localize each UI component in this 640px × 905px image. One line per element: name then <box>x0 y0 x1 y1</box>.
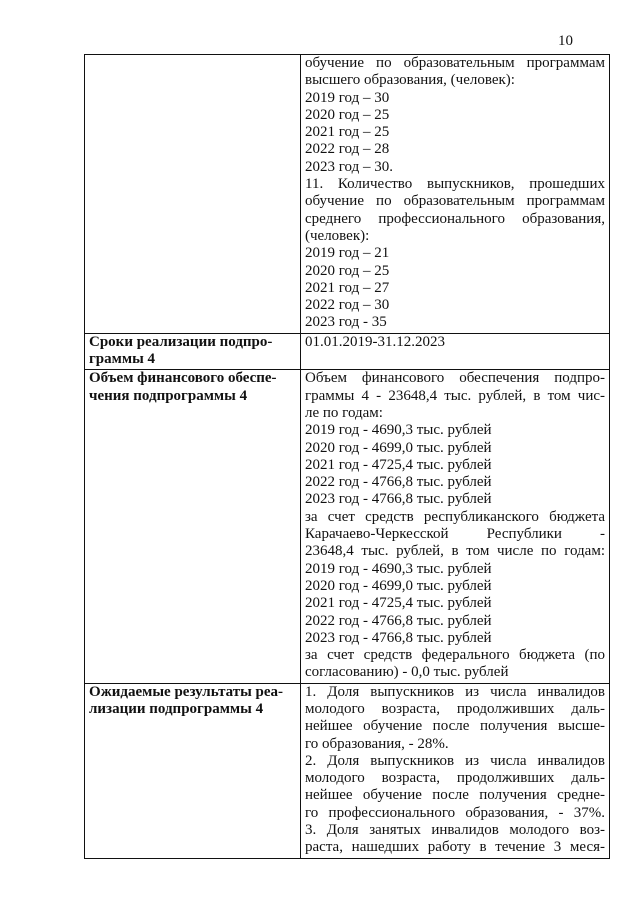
content-line: 2020 год - 4699,0 тыс. рублей <box>305 439 492 456</box>
content-line: 2019 год - 4690,3 тыс. рублей <box>305 422 492 439</box>
row-label-line: Ожидаемые результаты реа- <box>89 683 284 700</box>
content-line: 2023 год - 4766,8 тыс. рублей <box>305 491 492 508</box>
content-line: 3. Доля занятых инвалидов молодого воз- <box>305 822 605 839</box>
passport-table <box>84 54 610 859</box>
row-label-cell <box>85 55 301 334</box>
row-label-line: лизации подпрограммы 4 <box>89 700 264 717</box>
row-label-line: Сроки реализации подпро- <box>89 333 273 350</box>
content-line: 2019 год – 21 <box>305 245 390 262</box>
content-line: 2021 год - 4725,4 тыс. рублей <box>305 456 492 473</box>
row-label-cell <box>85 333 301 370</box>
content-line: 2022 год - 4766,8 тыс. рублей <box>305 612 492 629</box>
content-line: 11. Количество выпускников, прошедших <box>305 176 605 193</box>
page-number: 10 <box>558 33 573 49</box>
content-line: 2021 год - 4725,4 тыс. рублей <box>305 595 492 612</box>
content-line: молодого возраста, продолживших даль- <box>305 700 605 717</box>
content-line: 2019 год – 30 <box>305 89 390 106</box>
content-line: за счет средств федерального бюджета (по <box>305 647 605 664</box>
content-line: 2022 год – 28 <box>305 141 390 158</box>
content-line: ле по годам: <box>305 404 383 421</box>
content-line: молодого возраста, продолживших даль- <box>305 770 605 787</box>
content-line: обучение по образовательным программам <box>305 193 605 210</box>
content-line: Объем финансового обеспечения подпро- <box>305 370 605 387</box>
content-line: 2020 год – 25 <box>305 106 390 123</box>
content-line: 2. Доля выпускников из числа инвалидов <box>305 752 605 769</box>
content-line: 2023 год - 35 <box>305 314 387 331</box>
content-line: раста, нашедших работу в течение 3 меся- <box>305 839 605 856</box>
row-content-cell <box>301 370 610 683</box>
row-label-line: граммы 4 <box>89 351 156 368</box>
content-line: 2021 год – 27 <box>305 279 390 296</box>
content-line: 23648,4 тыс. рублей, в том числе по годам: <box>305 543 605 560</box>
row-label-cell <box>85 683 301 858</box>
content-line: 2023 год - 4766,8 тыс. рублей <box>305 629 492 646</box>
content-line: высшего образования, (человек): <box>305 72 515 89</box>
content-line: граммы 4 - 23648,4 тыс. рублей, в том чис- <box>305 387 605 404</box>
row-label-line: Объем финансового обеспе- <box>89 370 277 387</box>
row-content-cell <box>301 55 610 334</box>
content-line: 2019 год - 4690,3 тыс. рублей <box>305 560 492 577</box>
row-content-cell <box>301 333 610 370</box>
row-label-line: чения подпрограммы 4 <box>89 387 248 404</box>
content-line: Карачаево-Черкесской Республики - <box>305 526 605 543</box>
table-row <box>85 333 610 370</box>
content-line: 2023 год – 30. <box>305 158 393 175</box>
content-line: го образования, - 28%. <box>305 735 449 752</box>
row-label-cell <box>85 370 301 683</box>
content-line: нейшее обучение после получения высше- <box>305 718 605 735</box>
content-line: нейшее обучение после получения средне- <box>305 787 605 804</box>
content-line: обучение по образовательным программам <box>305 55 605 71</box>
table-row <box>85 370 610 683</box>
content-line: го профессионального образования, - 37%. <box>305 804 605 821</box>
content-line: 01.01.2019-31.12.2023 <box>305 333 445 350</box>
content-line: 2021 год – 25 <box>305 124 390 141</box>
content-line: (человек): <box>305 227 370 244</box>
table-row <box>85 55 610 334</box>
row-content-cell <box>301 683 610 858</box>
content-line: 2022 год – 30 <box>305 297 390 314</box>
content-line: среднего профессионального образования, <box>305 210 605 227</box>
content-line: 2020 год - 4699,0 тыс. рублей <box>305 577 492 594</box>
table-row <box>85 683 610 858</box>
content-line: 2020 год – 25 <box>305 262 390 279</box>
content-line: 2022 год - 4766,8 тыс. рублей <box>305 474 492 491</box>
content-line: за счет средств республиканского бюджета <box>305 508 605 525</box>
content-line: согласованию) - 0,0 тыс. рублей <box>305 664 509 681</box>
content-line: 1. Доля выпускников из числа инвалидов <box>305 683 605 700</box>
